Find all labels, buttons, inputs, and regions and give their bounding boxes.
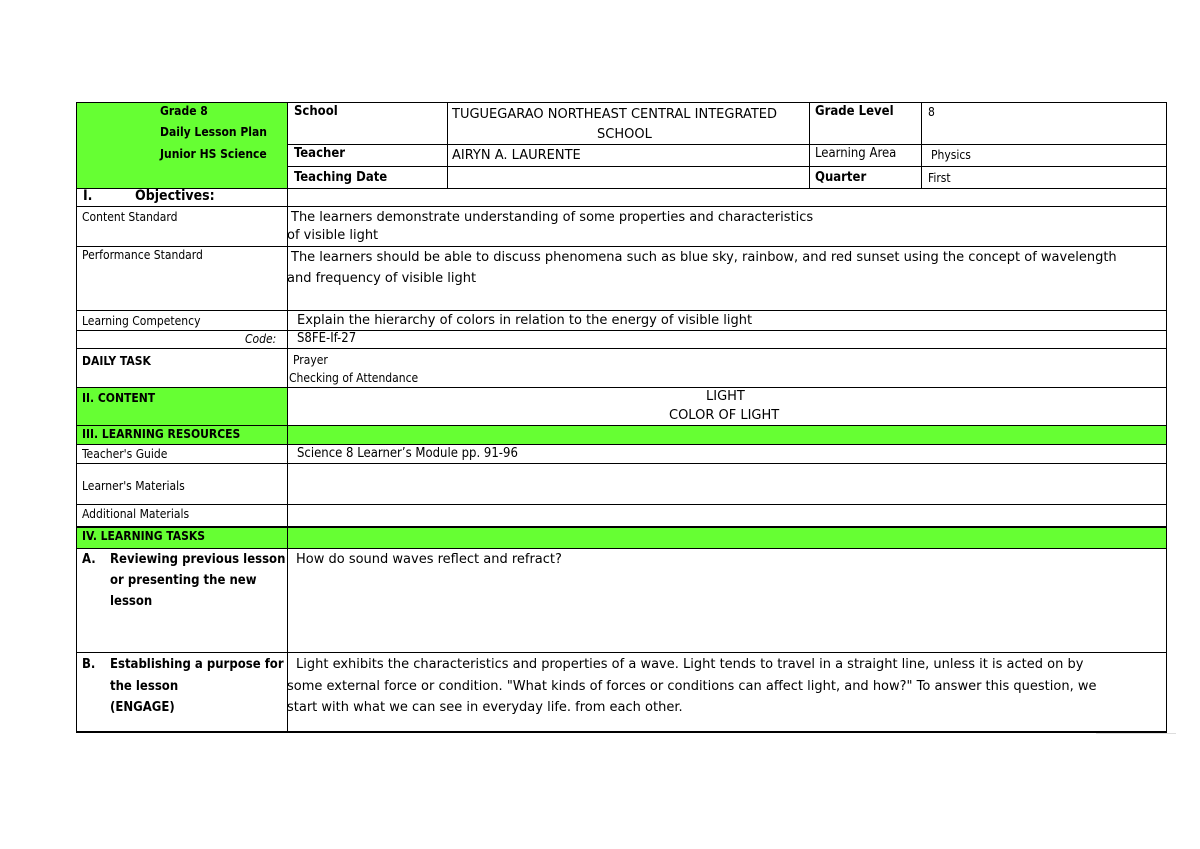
teaching-date-label: Teaching Date <box>294 170 388 185</box>
task-b-line1: Establishing a purpose for <box>110 657 284 672</box>
daily-task-line1: Prayer <box>293 353 328 367</box>
content-line1: LIGHT <box>706 389 745 404</box>
content-standard-label: Content Standard <box>82 210 178 224</box>
resources-label: III. LEARNING RESOURCES <box>82 427 241 441</box>
task-b-line2: the lesson <box>110 679 179 694</box>
tasks-label: IV. LEARNING TASKS <box>82 529 206 543</box>
plan-label: Daily Lesson Plan <box>160 125 267 139</box>
task-a-line1: Reviewing previous lesson <box>110 552 286 567</box>
daily-task-label: DAILY TASK <box>82 354 151 368</box>
teachers-guide-label: Teacher's Guide <box>82 447 168 461</box>
teacher-label: Teacher <box>294 146 346 161</box>
subject-label: Junior HS Science <box>160 147 267 161</box>
code-label: Code: <box>245 332 277 346</box>
task-a-line3: lesson <box>110 594 153 609</box>
content-standard-line1: The learners demonstrate understanding of some properties and characteristics <box>291 210 814 225</box>
task-a-letter: A. <box>82 552 96 567</box>
additional-materials-label: Additional Materials <box>82 507 190 521</box>
grade-level-value: 8 <box>928 105 935 119</box>
tasks-band <box>76 528 1166 548</box>
grade-label: Grade 8 <box>160 104 208 118</box>
school-label: School <box>294 104 338 119</box>
performance-standard-line1: The learners should be able to discuss phenomena such as blue sky, rainbow, and red sunset using the concept of wavelength <box>291 250 1117 265</box>
task-b-value-line2: some external force or condition. "What kinds of forces or conditions can affect light, and how?" To answer this question, we <box>287 679 1097 694</box>
grade-level-label: Grade Level <box>815 104 894 119</box>
school-value-line2: SCHOOL <box>597 127 652 142</box>
task-b-value-line1: Light exhibits the characteristics and properties of a wave. Light tends to travel in a straight line, unless it is acted on by <box>296 657 1084 672</box>
daily-task-line2: Checking of Attendance <box>289 371 419 385</box>
performance-standard-label: Performance Standard <box>82 248 203 262</box>
objectives-heading: Objectives: <box>135 188 215 204</box>
task-b-line3: (ENGAGE) <box>110 700 175 715</box>
quarter-value: First <box>928 171 951 185</box>
content-line2: COLOR OF LIGHT <box>669 408 780 423</box>
task-a-line2: or presenting the new <box>110 573 257 588</box>
performance-standard-line2: and frequency of visible light <box>287 271 477 286</box>
task-b-letter: B. <box>82 657 96 672</box>
learners-materials-label: Learner's Materials <box>82 479 185 493</box>
code-value: S8FE-If-27 <box>297 331 357 346</box>
learning-area-value: Physics <box>931 148 971 162</box>
content-label: II. CONTENT <box>82 391 156 405</box>
quarter-label: Quarter <box>815 170 867 185</box>
objectives-number: I. <box>83 188 93 204</box>
competency-label: Learning Competency <box>82 314 201 328</box>
task-b-value-line3: start with what we can see in everyday life. from each other. <box>287 700 683 715</box>
learning-area-label: Learning Area <box>815 146 897 161</box>
teacher-value: AIRYN A. LAURENTE <box>452 148 581 163</box>
school-value-line1: TUGUEGARAO NORTHEAST CENTRAL INTEGRATED <box>452 107 778 122</box>
task-a-value: How do sound waves reflect and refract? <box>296 552 562 567</box>
competency-value: Explain the hierarchy of colors in relation to the energy of visible light <box>297 313 753 328</box>
teachers-guide-value: Science 8 Learner’s Module pp. 91-96 <box>297 446 518 461</box>
content-standard-line2: of visible light <box>287 228 379 243</box>
